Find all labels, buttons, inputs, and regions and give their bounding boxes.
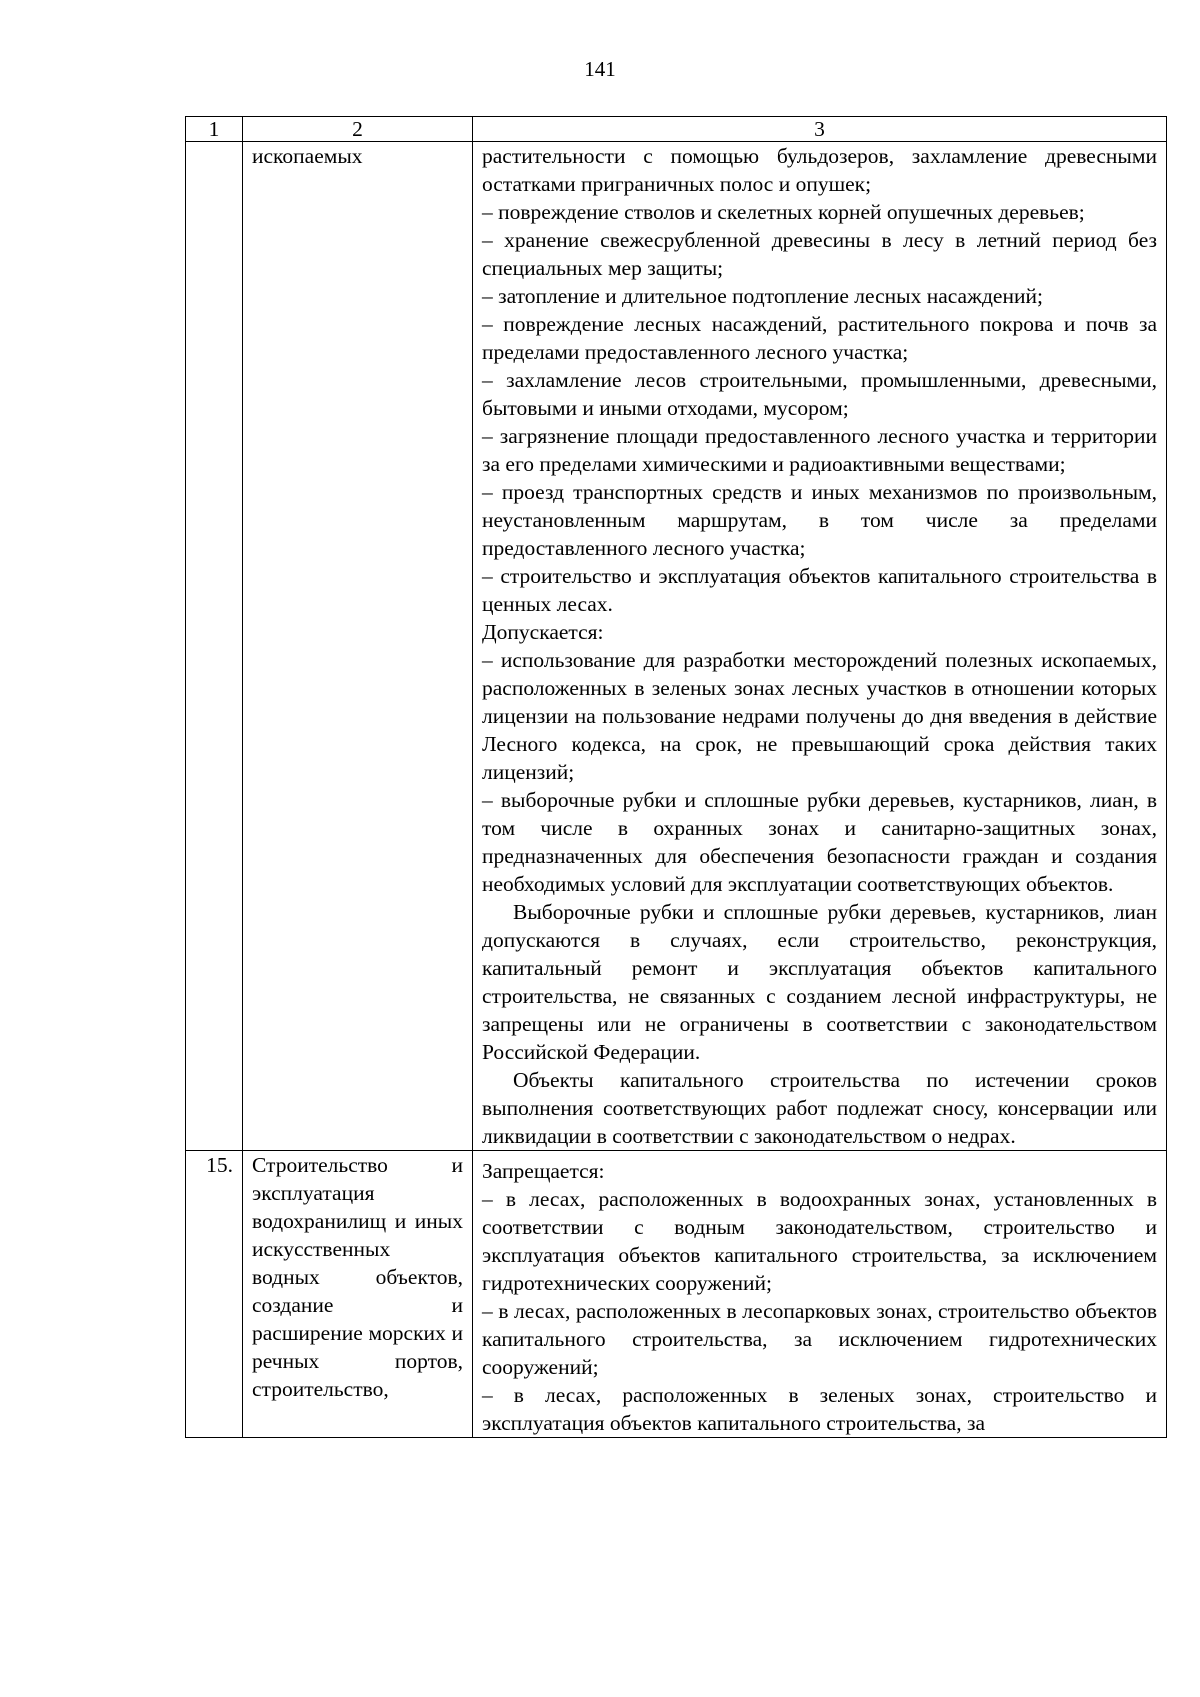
row-number	[186, 142, 243, 1151]
paragraph: – в лесах, расположенных в лесопарковых зонах, строительство объектов капитального строительства, за исключением гидротехнических сооружений;	[482, 1299, 1157, 1379]
paragraph: – выборочные рубки и сплошные рубки деревьев, кустарников, лиан, в том числе в охранных зонах и санитарно-защитных зонах, предназначенных для обеспечения безопасности граждан и создания необходимых условий для эксплуатации соответствующих объектов.	[482, 788, 1157, 896]
header-col-2: 2	[243, 117, 473, 142]
paragraph: – загрязнение площади предоставленного лесного участка и территории за его пределами химическими и радиоактивными веществами;	[482, 424, 1157, 476]
table-row	[186, 142, 1167, 1151]
header-col-1: 1	[186, 117, 243, 142]
paragraph: Объекты капитального строительства по истечении сроков выполнения соответствующих работ подлежат сносу, консервации или ликвидации в соответствии с законодательством о недрах.	[482, 1068, 1157, 1148]
activity-cell: ископаемых	[243, 142, 473, 1151]
paragraph: Выборочные рубки и сплошные рубки деревьев, кустарников, лиан допускаются в случаях, если строительство, реконструкция, капитальный ремонт и эксплуатация объектов капитального строительства, не связанных с созданием лесной инфраструктуры, не запрещены или не ограничены в соответствии с законодательством Российской Федерации.	[482, 900, 1157, 1064]
allowed-heading: Допускается:	[482, 620, 604, 644]
table-header-row	[186, 117, 1167, 142]
regulation-cell	[473, 142, 1167, 1151]
paragraph: – использование для разработки месторождений полезных ископаемых, расположенных в зеленых зонах лесных участков в отношении которых лицензии на пользование недрами получены до дня введения в действие Лесного кодекса, на срок, не превышающий срока действия таких лицензий;	[482, 648, 1157, 784]
paragraph: – в лесах, расположенных в водоохранных зонах, установленных в соответствии с водным законодательством, строительство и эксплуатация объектов капитального строительства, за исключением гидротехнических сооружений;	[482, 1187, 1157, 1295]
paragraph: растительности с помощью бульдозеров, захламление древесными остатками приграничных полос и опушек;	[482, 144, 1157, 196]
paragraph: – в лесах, расположенных в зеленых зонах, строительство и эксплуатация объектов капитального строительства, за	[482, 1383, 1157, 1435]
paragraph: – затопление и длительное подтопление лесных насаждений;	[482, 284, 1043, 308]
table-row	[186, 1151, 1167, 1438]
row-number: 15.	[186, 1151, 243, 1438]
paragraph: – хранение свежесрубленной древесины в лесу в летний период без специальных мер защиты;	[482, 228, 1157, 280]
paragraph: – захламление лесов строительными, промышленными, древесными, бытовыми и иными отходами, мусором;	[482, 368, 1157, 420]
paragraph: – строительство и эксплуатация объектов капитального строительства в ценных лесах.	[482, 564, 1157, 616]
regulations-table	[185, 116, 1167, 1438]
paragraph: – проезд транспортных средств и иных механизмов по произвольным, неустановленным маршрутам, в том числе за пределами предоставленного лесного участка;	[482, 480, 1157, 560]
paragraph: – повреждение стволов и скелетных корней опушечных деревьев;	[482, 200, 1085, 224]
paragraph: – повреждение лесных насаждений, растительного покрова и почв за пределами предоставленного лесного участка;	[482, 312, 1157, 364]
page-number: 141	[584, 57, 616, 81]
regulation-cell	[473, 1151, 1167, 1438]
header-col-3: 3	[473, 117, 1167, 142]
activity-cell: Строительство и эксплуатация водохранилищ и иных искусственных водных объектов, создание и расширение морских и речных портов, строительство,	[243, 1151, 473, 1438]
prohibited-heading: Запрещается:	[482, 1159, 605, 1183]
